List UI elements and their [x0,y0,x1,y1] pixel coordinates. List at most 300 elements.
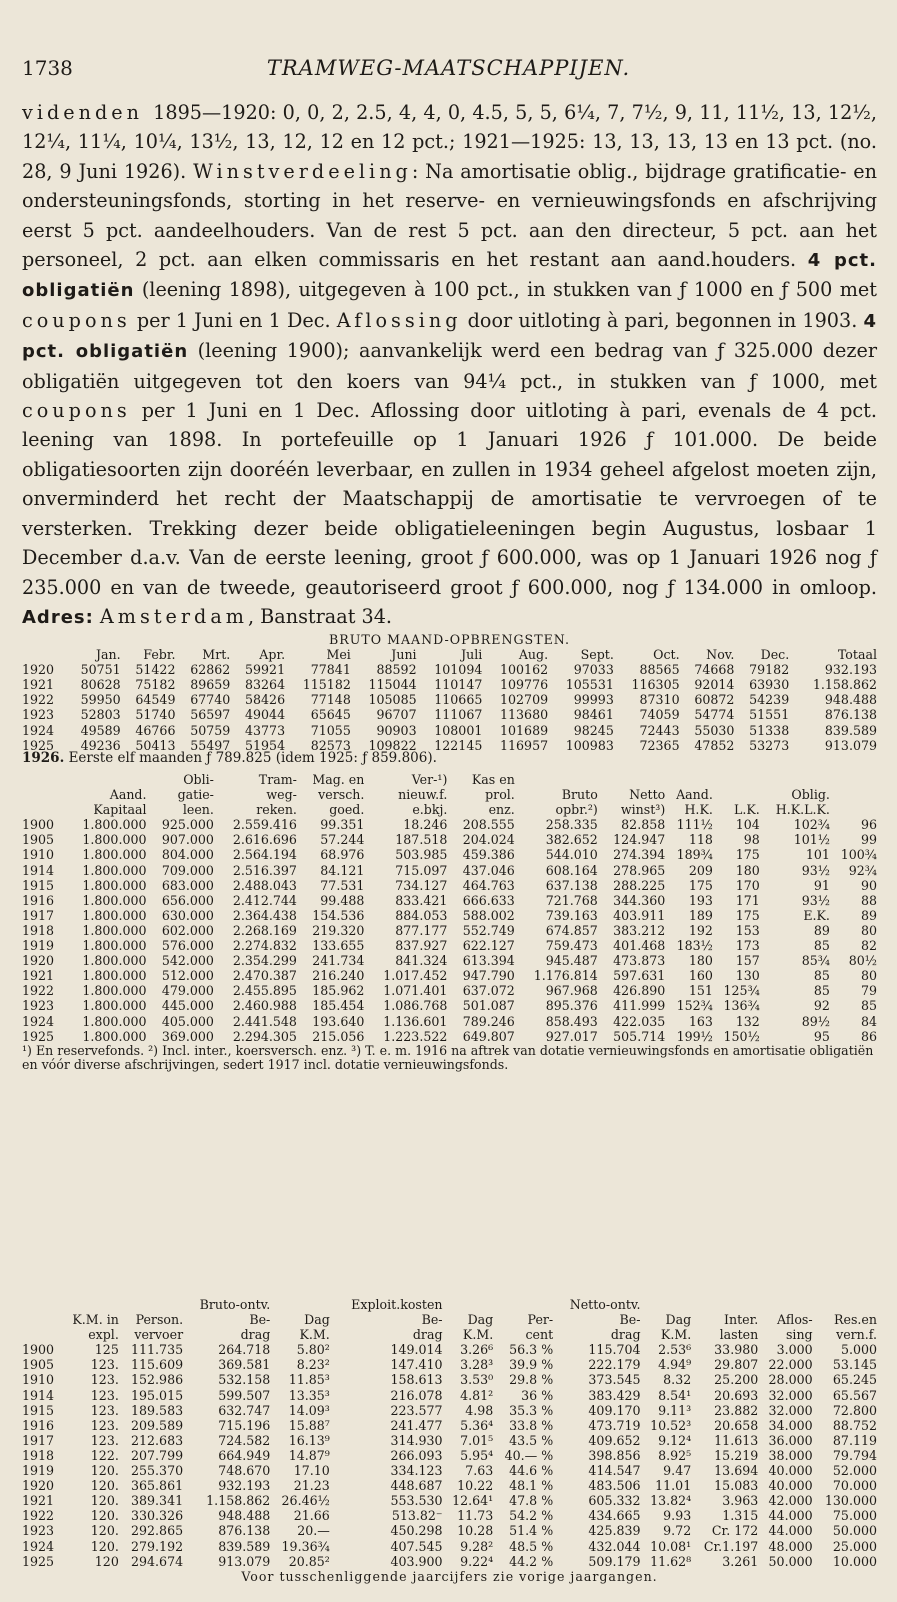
table-title: BRUTO MAAND-OPBRENGSTEN. [328,632,570,647]
column-header: Obli- [183,772,214,787]
table-cell: 1.017.452 [383,968,448,984]
table-cell: 82.858 [621,817,666,833]
table-cell: 98245 [573,722,614,738]
table-cell: 22.000 [768,1357,813,1373]
table-cell: 149.014 [390,1342,443,1358]
table-cell: 414.547 [588,1463,641,1479]
table-cell: 51.4 % [509,1523,554,1539]
row-year: 1917 [22,1432,55,1448]
column-header: Oct. [653,647,680,663]
table-cell: 314.930 [390,1432,443,1448]
table-cell: 724.582 [218,1432,271,1448]
column-header: e.bkj. [412,802,448,818]
column-header: Aand. [676,787,713,803]
row-year: 1924 [22,722,55,738]
table-cell: 459.386 [462,847,515,863]
table-row [22,707,877,722]
table-cell: 123. [90,1432,119,1448]
table-cell: 10.000 [832,1553,877,1569]
text-segment: 4 pct. obligatiën [22,310,877,363]
table-cell: 409.170 [588,1402,641,1418]
table-cell: 2.616.696 [232,832,297,848]
table-cell: 876.138 [824,707,877,723]
table-cell: 92 [813,998,830,1014]
table-cell: 123. [90,1387,119,1403]
table-cell: 948.488 [824,692,877,708]
table-cell: 2.274.832 [232,938,297,954]
table-cell: 858.493 [545,1013,598,1029]
table-cell: 10.22 [457,1478,494,1494]
table-cell: 223.577 [390,1402,443,1418]
table-cell: 913.079 [218,1553,271,1569]
table-cell: 116305 [631,677,680,693]
row-year: 1915 [22,877,55,893]
column-header: enz. [488,802,515,818]
table-cell: 409.652 [588,1432,641,1448]
table-cell: 170 [735,877,760,893]
column-header: Tram- [258,772,297,787]
table-cell: 369.000 [161,1028,214,1044]
table-cell: 158.613 [390,1372,443,1388]
table-cell: 513.82⁻ [391,1508,443,1524]
table-cell: 49044 [245,707,286,723]
company-text [22,98,877,632]
table-cell: 105085 [368,692,417,708]
table-cell: 222.179 [588,1357,641,1373]
table-cell: 120. [90,1523,119,1539]
table-cell: 193 [688,892,713,908]
table-cell: 65645 [310,707,351,723]
text-segment: : Na amortisatie oblig., bijdrage gratificatie- en ondersteuningsfonds, storting in het reserve- en vernieuwingsfonds en afschrijving eerst 5 pct. aandeelhouders. Van de rest 5 pct. aan den directeur, 5 pct. aan het personeel, 2 pct. aan elken commissaris en het restant aan aand.houders. [22,159,878,272]
column-header: Mrt. [202,647,231,663]
table-cell: 63930 [749,677,790,693]
table-cell: 56.3 % [509,1342,554,1358]
column-header: leen. [182,802,214,818]
table-row [22,847,877,862]
table-cell: 602.000 [161,922,214,938]
table-cell: 1.176.814 [533,968,598,984]
column-header: cent [525,1327,554,1343]
text-segment: Aflossing [336,308,462,332]
table-cell: 86 [860,1028,877,1044]
column-header: prol. [485,787,515,803]
column-header [758,1297,812,1312]
column-header [813,1297,877,1312]
row-year: 1920 [22,662,55,678]
table-cell: 180 [735,862,760,878]
table-cell: 192 [688,922,713,938]
table-cell: 2.294.305 [232,1028,297,1044]
table-cell: 3.53⁰ [460,1372,494,1388]
table-cell: 99.351 [320,817,365,833]
text-segment: per 1 Juni en 1 Dec. [130,308,337,332]
column-header [665,772,713,787]
table-cell: 43.5 % [509,1432,554,1448]
table-cell: 44.000 [768,1508,813,1524]
table-cell: 3.261 [722,1553,759,1569]
column-header: Res.en [834,1312,877,1328]
table-cell: 278.965 [613,862,666,878]
table-cell: 54.2 % [509,1508,554,1524]
text-segment: coupons [22,308,131,332]
table-cell: 437.046 [462,862,515,878]
table-cell: 207.799 [131,1447,184,1463]
table-cell: 84 [860,1013,877,1029]
column-header [713,787,760,802]
table-cell: 125 [94,1342,119,1358]
column-header: nieuw.f. [398,787,448,803]
table-cell: 111½ [676,817,713,833]
table-cell: 189¾ [676,847,713,863]
table-cell: 77841 [310,662,351,678]
table-cell: 1.158.862 [812,677,877,693]
column-header [64,772,147,787]
column-header: L.K. [734,802,760,818]
table-cell: 133.655 [312,938,365,954]
table-cell: 2.354.299 [232,953,297,969]
table-cell: 116957 [500,737,549,753]
table-cell: 189 [688,907,713,923]
table-cell: 189.583 [131,1402,184,1418]
table-cell: 87.119 [832,1432,877,1448]
table-cell: 80 [860,922,877,938]
table-cell: 709.000 [161,862,214,878]
table-cell: 1.800.000 [82,817,147,833]
table-cell: 1.158.862 [206,1493,271,1509]
table-cell: 52.000 [832,1463,877,1479]
table-cell: 187.518 [395,832,448,848]
column-header [22,647,66,662]
table-cell: 9.11³ [658,1402,692,1418]
table-cell: 1.800.000 [82,1013,147,1029]
column-header: Inter. [724,1312,759,1328]
table-cell: 130 [735,968,760,984]
table-cell: 40.— % [504,1447,554,1463]
table-cell: 43773 [245,722,286,738]
table-cell: 44.6 % [509,1463,554,1479]
header-row [22,772,877,787]
column-header [598,772,665,787]
column-header: drag [412,1327,443,1343]
table-cell: 1.223.522 [383,1028,448,1044]
table-cell: 185.454 [312,998,365,1014]
table-cell: 1.800.000 [82,862,147,878]
table-cell: 132 [735,1013,760,1029]
table-cell: 88565 [639,662,680,678]
table-cell: 401.468 [613,938,666,954]
footnotes: ¹) En reservefonds. ²) Incl. inter., koersversch. enz. ³) T. e. m. 1916 na aftrek van dotatie vernieuwingsfonds en amortisatie obligatiën en vóór diverse afschrijvingen, sedert 1917 incl. dotatie vernieuwingsfonds. [22,1042,874,1073]
text-segment: 4 pct. obligatiën [22,250,878,302]
table-cell: 85 [813,968,830,984]
table-cell: 5.36⁴ [460,1417,494,1433]
table-cell: 649.807 [462,1028,515,1044]
table-cell: 23.882 [714,1402,759,1418]
table-cell: 8.54¹ [658,1387,692,1403]
text-segment: Amsterdam [99,604,248,628]
header-row [22,1327,877,1342]
column-header: Mag. en [312,772,365,787]
row-year: 1920 [22,953,55,969]
text-segment: per 1 Juni en 1 Dec. Aflossing door uitloting à pari, evenals de 4 pct. leening van 1898. In portefeuille op 1 Januari 1926 ƒ 101.000. De beide obligatiesoorten zijn dooréén leverbaar, en zullen in 1934 geheel afgelost moeten zijn, onverminderd het recht der Maatschappij de amortisatie te vervroegen of te versterken. Trekking dezer beide obligatieleeningen begin Augustus, losbaar 1 December d.a.v. Van de eerste leening, groot ƒ 600.000, was op 1 Januari 1926 nog ƒ 235.000 en van de tweede, geautoriseerd groot ƒ 600.000, nog ƒ 134.000 in omloop. [22,399,877,599]
table-cell: 925.000 [161,817,214,833]
table-cell: 11.73 [457,1508,494,1524]
table-row [22,677,877,692]
table-cell: 877.177 [395,922,448,938]
table-cell: 102¾ [793,817,830,833]
column-header: H.K. [684,802,713,818]
column-header: Apr. [259,647,286,663]
header-row [22,802,877,817]
column-header: Exploit.kosten [351,1297,443,1312]
table-cell: 3.28³ [460,1357,494,1373]
table-cell: 19.36¾ [281,1538,330,1554]
table-cell: 47852 [694,737,735,753]
table-cell: 509.179 [588,1553,641,1569]
row-year: 1924 [22,1538,55,1554]
table-cell: 1.086.768 [383,998,448,1014]
table-cell: 876.138 [218,1523,271,1539]
table-cell: 70.000 [832,1478,877,1494]
table-row [22,1014,877,1029]
table-cell: 109776 [500,677,549,693]
column-header: Nov. [706,647,735,663]
row-year: 1921 [22,968,55,984]
row-year: 1922 [22,983,55,999]
row-year: 1922 [22,692,55,708]
table-cell: 115044 [368,677,417,693]
table-cell: 99.488 [320,892,365,908]
table-cell: 175 [688,877,713,893]
row-year: 1914 [22,1387,55,1403]
table-cell: 9.47 [663,1463,692,1479]
text-segment: door uitloting à pari, begonnen in 1903. [461,308,864,332]
table-cell: 837.927 [395,938,448,954]
table-cell: 403.900 [390,1553,443,1569]
table-cell: 542.000 [161,953,214,969]
table-cell: 34.000 [768,1417,813,1433]
text-segment: 1895—1920: 0, 0, 2, 2.5, 4, 4, 0, 4.5, 5, 5, 6¼, 7, 7½, 9, 11, 11½, 13, 12½, 12¼, 11¼, 10¼, 13½, 13, 12, 12 en 12 pct.; 1921—1925: 13, 13, 13, 13 en 13 pct. (no. 28, 9 Juni 1926). [22,101,877,183]
table-cell: 85 [860,998,877,1014]
table-cell: 622.127 [462,938,515,954]
table-cell: 85¾ [801,953,830,969]
row-year: 1919 [22,1463,55,1479]
table-cell: 3.000 [776,1342,813,1358]
table-row [22,863,877,878]
table-row [22,1342,877,1357]
column-header: Dag [665,1312,692,1328]
exploitatie-table [22,1297,877,1569]
table-cell: 274.394 [613,847,666,863]
table-cell: 432.044 [588,1538,641,1554]
table-cell: 72.800 [832,1402,877,1418]
column-header [443,1297,494,1312]
table-cell: 36.000 [768,1432,813,1448]
column-header: K.M. in [72,1312,119,1328]
table-cell: 32.000 [768,1387,813,1403]
table-cell: 552.749 [462,922,515,938]
column-header: reken. [256,802,297,818]
table-cell: 1.800.000 [82,922,147,938]
table-cell: 49236 [80,737,121,753]
table-cell: 75.000 [832,1508,877,1524]
table-cell: 88592 [376,662,417,678]
line-1926-text: Eerste elf maanden ƒ 789.825 (idem 1925: ƒ 859.806). [64,750,437,766]
table-cell: 5.95⁴ [460,1447,494,1463]
text-segment: coupons [22,399,131,423]
table-cell: Cr. 172 [711,1523,759,1539]
row-year: 1921 [22,677,55,693]
table-cell: 48.000 [768,1538,813,1554]
table-cell: 120 [94,1553,119,1569]
table-cell: 2.564.194 [232,847,297,863]
column-header: Netto-ontv. [569,1297,641,1312]
table-cell: 54774 [694,707,735,723]
table-cell: 473.719 [588,1417,641,1433]
column-header: Totaal [837,647,877,663]
table-cell: 175 [735,847,760,863]
table-cell: 96707 [376,707,417,723]
row-year: 1916 [22,1417,55,1433]
table-cell: 20.— [297,1523,330,1539]
table-row [22,817,877,832]
table-cell: 51422 [135,662,176,678]
column-header [22,1312,62,1327]
table-cell: 33.8 % [509,1417,554,1433]
table-cell: 2.460.988 [232,998,297,1014]
column-header: Bruto [561,787,598,803]
table-cell: 56597 [190,707,231,723]
table-cell: 1.071.401 [383,983,448,999]
table-cell: 98 [743,832,760,848]
table-cell: 445.000 [161,998,214,1014]
bruto-maand-opbrengsten [22,632,877,753]
table-row [22,878,877,893]
table-cell: 2.516.397 [232,862,297,878]
table-cell: 11.85³ [288,1372,330,1388]
running-title: TRAMWEG-MAATSCHAPPIJEN. [266,56,631,80]
column-header: Mei [326,647,351,663]
text-segment: videnden [22,101,154,124]
column-header: K.M. [299,1327,330,1343]
column-header: Kapitaal [93,802,147,818]
table-cell: 15.083 [714,1478,759,1494]
column-header [119,1297,183,1312]
table-cell: 28.000 [768,1372,813,1388]
table-cell: 683.000 [161,877,214,893]
column-header: Dag [467,1312,494,1328]
column-header [22,1327,62,1342]
table-cell: 101 [805,847,830,863]
table-cell: 292.865 [131,1523,184,1539]
table-cell: 334.123 [390,1463,443,1479]
table-cell: 1.800.000 [82,983,147,999]
table-cell: 11.01 [655,1478,692,1494]
column-header: Sept. [580,647,614,663]
column-header: gatie- [177,787,214,803]
table-cell: 503.985 [395,847,448,863]
table-cell: 20.85² [288,1553,330,1569]
table-cell: 55030 [694,722,735,738]
table-cell: 2.470.387 [232,968,297,984]
table-cell: 80 [860,968,877,984]
table-cell: 479.000 [161,983,214,999]
table-cell: 108001 [434,722,483,738]
table-cell: 656.000 [161,892,214,908]
table-cell: 1.800.000 [82,892,147,908]
column-header: Aflos- [777,1312,813,1328]
table-cell: 10.52³ [650,1417,692,1433]
table-cell: 1.800.000 [82,998,147,1014]
table-cell: 42.000 [768,1493,813,1509]
table-cell: 512.000 [161,968,214,984]
table-cell: 51954 [245,737,286,753]
table-cell: 209 [688,862,713,878]
table-cell: 715.097 [395,862,448,878]
table-cell: 448.687 [390,1478,443,1494]
table-cell: 258.335 [545,817,598,833]
table-cell: 91 [813,877,830,893]
table-cell: 2.559.416 [232,817,297,833]
table-row [22,1372,877,1387]
row-year: 1923 [22,707,55,723]
table-cell: 945.487 [545,953,598,969]
table-cell: 895.376 [545,998,598,1014]
table-cell: 118 [688,832,713,848]
table-cell: 5.80² [296,1342,330,1358]
table-cell: 1.800.000 [82,953,147,969]
table-cell: 83264 [245,677,286,693]
table-cell: 171 [735,892,760,908]
column-header: Ver-¹) [411,772,448,787]
table-row [22,1554,877,1569]
table-cell: 841.324 [395,953,448,969]
table-cell: 9.12⁴ [658,1432,692,1448]
text-segment: Adres: [22,606,94,628]
table-cell: 89 [860,907,877,923]
table-cell: 216.078 [390,1387,443,1403]
table-cell: 9.22⁴ [460,1553,494,1569]
table-cell: 51338 [749,722,790,738]
table-cell: 212.683 [131,1432,184,1448]
table-cell: 739.163 [545,907,598,923]
table-cell: 58426 [245,692,286,708]
table-cell: 77148 [310,692,351,708]
column-header: Febr. [143,647,176,663]
table-cell: 373.545 [588,1372,641,1388]
column-header [62,1297,119,1312]
column-header: Dec. [760,647,790,663]
table-cell: 98461 [573,707,614,723]
table-cell: 74059 [639,707,680,723]
table-cell: 288.225 [613,877,666,893]
table-cell: 553.530 [390,1493,443,1509]
table-row [22,1478,877,1493]
table-cell: 93½ [801,862,830,878]
table-cell: 53273 [749,737,790,753]
table-cell: 54239 [749,692,790,708]
table-cell: 637.138 [545,877,598,893]
text-segment: (leening 1900); aanvankelijk werd een bedrag van ƒ 325.000 dezer obligatiën uitgegeven tot den koers van 94¼ pct., in stukken van ƒ 1000, met [22,339,878,393]
row-year: 1922 [22,1508,55,1524]
table-footer: Voor tusschenliggende jaarcijfers zie vorige jaargangen. [241,1568,658,1584]
table-cell: 113680 [500,707,549,723]
table-cell: 115182 [302,677,351,693]
table-cell: 92¾ [848,862,877,878]
column-header: Bruto-ontv. [199,1297,271,1312]
table-cell: 608.164 [545,862,598,878]
page-number: 1738 [22,56,73,80]
table-row [22,1493,877,1508]
